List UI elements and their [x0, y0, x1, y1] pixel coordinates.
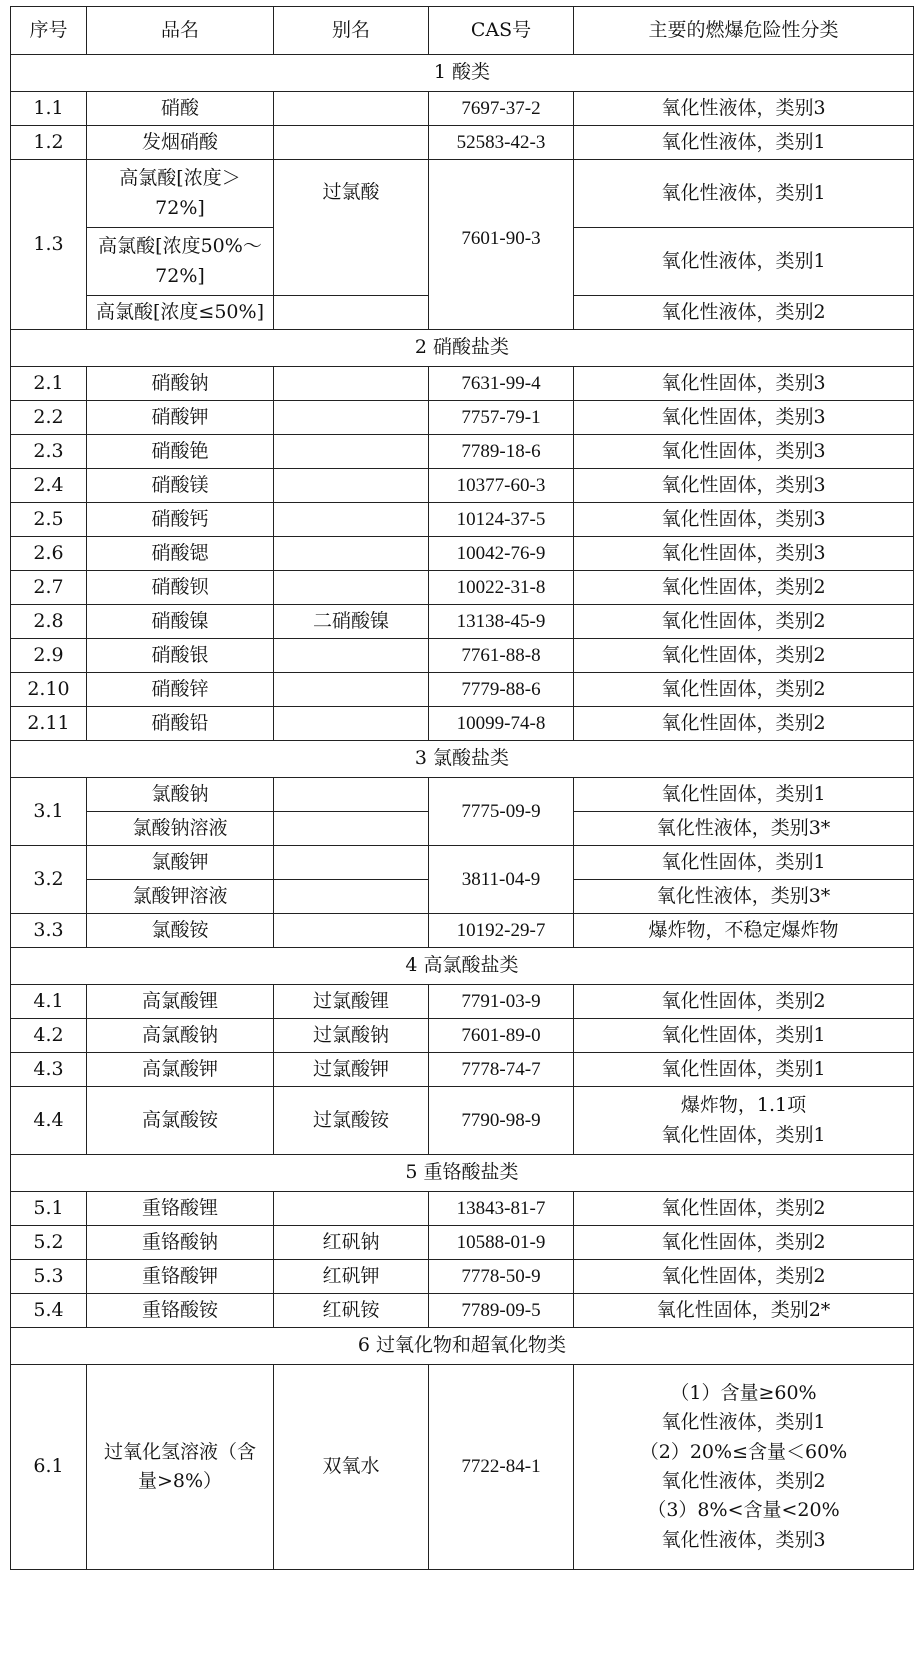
hazard-line: 氧化性液体，类别1: [661, 1411, 826, 1434]
cell-alias: [274, 778, 429, 812]
cell-hazard: 氧化性液体，类别1: [574, 228, 914, 296]
cell-name: 重铬酸铵: [87, 1294, 274, 1328]
cell-no: 3.1: [11, 778, 87, 846]
cell-hazard: 氧化性液体，类别2: [574, 296, 914, 330]
cell-cas: 10042-76-9: [429, 537, 574, 571]
cell-cas: 7779-88-6: [429, 673, 574, 707]
cell-hazard: 氧化性固体，类别1: [574, 1053, 914, 1087]
cell-name: 高氯酸钠: [87, 1019, 274, 1053]
cell-no: 3.2: [11, 846, 87, 914]
cell-name: 高氯酸钾: [87, 1053, 274, 1087]
section-title: 2 硝酸盐类: [11, 330, 914, 367]
cell-cas: 10099-74-8: [429, 707, 574, 741]
table-row: [11, 846, 914, 880]
cell-alias: 过氯酸钠: [274, 1019, 429, 1053]
cell-hazard: [574, 1087, 914, 1155]
section-row: [11, 1155, 914, 1192]
cell-hazard: 氧化性固体，类别2: [574, 1192, 914, 1226]
cell-hazard: 氧化性固体，类别1: [574, 846, 914, 880]
table-row: [11, 778, 914, 812]
cell-name: 高氯酸[浓度50%～72%]: [87, 228, 274, 296]
cell-no: 2.2: [11, 401, 87, 435]
table-row: [11, 1087, 914, 1155]
cell-alias: 二硝酸镍: [274, 605, 429, 639]
cell-cas: 7631-99-4: [429, 367, 574, 401]
cell-alias: 过氯酸铵: [274, 1087, 429, 1155]
cell-no: 3.3: [11, 914, 87, 948]
table-row: [11, 1226, 914, 1260]
table-row: [11, 503, 914, 537]
cell-name: 高氯酸锂: [87, 985, 274, 1019]
cell-name: 硝酸钙: [87, 503, 274, 537]
cell-name: 氯酸钾: [87, 846, 274, 880]
table-row: [11, 1053, 914, 1087]
cell-name: 氯酸钠: [87, 778, 274, 812]
cell-name: 氯酸钠溶液: [87, 812, 274, 846]
cell-alias: 红矾钠: [274, 1226, 429, 1260]
cell-hazard: 氧化性固体，类别2*: [574, 1294, 914, 1328]
cell-name: 重铬酸钾: [87, 1260, 274, 1294]
cell-alias: 红矾钾: [274, 1260, 429, 1294]
cell-cas: 7778-74-7: [429, 1053, 574, 1087]
cell-cas: 7775-09-9: [429, 778, 574, 846]
section-title: 1 酸类: [11, 55, 914, 92]
hazard-line: 氧化性液体，类别3: [661, 1528, 826, 1551]
hazard-line: 爆炸物，1.1项: [680, 1094, 807, 1117]
cell-hazard: 爆炸物，不稳定爆炸物: [574, 914, 914, 948]
cell-cas: 7789-09-5: [429, 1294, 574, 1328]
cell-no: 6.1: [11, 1365, 87, 1570]
cell-hazard: 氧化性固体，类别2: [574, 673, 914, 707]
cell-cas: 10192-29-7: [429, 914, 574, 948]
cell-cas: 7789-18-6: [429, 435, 574, 469]
cell-alias: [274, 503, 429, 537]
cell-no: 5.4: [11, 1294, 87, 1328]
table-row: [11, 914, 914, 948]
cell-no: 1.1: [11, 92, 87, 126]
table-row: [11, 1019, 914, 1053]
cell-alias: [274, 846, 429, 880]
cell-alias: [274, 639, 429, 673]
cell-hazard: 氧化性液体，类别3*: [574, 812, 914, 846]
cell-no: 5.3: [11, 1260, 87, 1294]
table-row: [11, 1192, 914, 1226]
cell-no: 2.3: [11, 435, 87, 469]
section-row: [11, 330, 914, 367]
cell-hazard: 氧化性固体，类别2: [574, 605, 914, 639]
header-hazard-class: 主要的燃爆危险性分类: [574, 7, 914, 55]
cell-hazard: 氧化性液体，类别3*: [574, 880, 914, 914]
cell-hazard: 氧化性液体，类别1: [574, 160, 914, 228]
cell-cas: 13843-81-7: [429, 1192, 574, 1226]
cell-alias: [274, 812, 429, 846]
table-row: [11, 1260, 914, 1294]
table-row: [11, 401, 914, 435]
table-row: [11, 639, 914, 673]
cell-cas: 7778-50-9: [429, 1260, 574, 1294]
cell-alias: 过氯酸锂: [274, 985, 429, 1019]
cell-hazard: 氧化性固体，类别2: [574, 1260, 914, 1294]
cell-no: 2.8: [11, 605, 87, 639]
cell-alias: [274, 880, 429, 914]
cell-cas: 7722-84-1: [429, 1365, 574, 1570]
cell-name: 硝酸: [87, 92, 274, 126]
header-serial-no: 序号: [11, 7, 87, 55]
cell-cas: 3811-04-9: [429, 846, 574, 914]
cell-no: 4.3: [11, 1053, 87, 1087]
cell-name: 硝酸钡: [87, 571, 274, 605]
cell-alias: [274, 401, 429, 435]
cell-no: 2.10: [11, 673, 87, 707]
cell-hazard: 氧化性固体，类别1: [574, 778, 914, 812]
cell-name: 氯酸铵: [87, 914, 274, 948]
cell-hazard: 氧化性固体，类别1: [574, 1019, 914, 1053]
cell-alias: [274, 914, 429, 948]
cell-name: 硝酸钾: [87, 401, 274, 435]
cell-cas: 10588-01-9: [429, 1226, 574, 1260]
cell-hazard: 氧化性固体，类别2: [574, 985, 914, 1019]
table-row: [11, 707, 914, 741]
cell-name: 高氯酸[浓度≤50%]: [87, 296, 274, 330]
cell-no: 4.1: [11, 985, 87, 1019]
cell-no: 2.4: [11, 469, 87, 503]
cell-name: 氯酸钾溶液: [87, 880, 274, 914]
hazard-line: 氧化性液体，类别2: [661, 1470, 826, 1492]
hazard-line: （3）8%<含量<20%: [647, 1499, 840, 1522]
cell-hazard: 氧化性固体，类别2: [574, 707, 914, 741]
cell-name: 硝酸钠: [87, 367, 274, 401]
header-alias: 别名: [274, 7, 429, 55]
cell-hazard: 氧化性固体，类别2: [574, 571, 914, 605]
cell-cas: 7757-79-1: [429, 401, 574, 435]
section-row: [11, 948, 914, 985]
cell-name: 硝酸银: [87, 639, 274, 673]
cell-hazard: 氧化性固体，类别3: [574, 401, 914, 435]
cell-hazard: 氧化性固体，类别3: [574, 435, 914, 469]
cell-no: 4.2: [11, 1019, 87, 1053]
table-row: [11, 435, 914, 469]
cell-alias: [274, 707, 429, 741]
cell-cas: 10377-60-3: [429, 469, 574, 503]
section-row: [11, 55, 914, 92]
cell-no: 5.1: [11, 1192, 87, 1226]
cell-no: 4.4: [11, 1087, 87, 1155]
cell-name: 硝酸镍: [87, 605, 274, 639]
table-row: [11, 469, 914, 503]
cell-name: 过氧化氢溶液（含量>8%）: [87, 1365, 274, 1570]
table-row: [11, 1294, 914, 1328]
cell-no: 2.9: [11, 639, 87, 673]
section-title: 6 过氧化物和超氧化物类: [11, 1328, 914, 1365]
cell-name: 硝酸锶: [87, 537, 274, 571]
section-title: 4 高氯酸盐类: [11, 948, 914, 985]
table-row: [11, 1365, 914, 1570]
cell-alias: [274, 1192, 429, 1226]
cell-name: 硝酸铯: [87, 435, 274, 469]
cell-cas: 7601-90-3: [429, 160, 574, 330]
hazard-line: 氧化性固体，类别1: [661, 1123, 826, 1146]
cell-cas: 7791-03-9: [429, 985, 574, 1019]
cell-name: 硝酸铅: [87, 707, 274, 741]
cell-alias: 红矾铵: [274, 1294, 429, 1328]
header-cas-no: CAS号: [429, 7, 574, 55]
section-title: 5 重铬酸盐类: [11, 1155, 914, 1192]
cell-alias: [274, 571, 429, 605]
cell-alias: 过氯酸: [274, 160, 429, 296]
cell-alias: [274, 296, 429, 330]
cell-no: 2.11: [11, 707, 87, 741]
cell-alias: [274, 367, 429, 401]
cell-hazard: 氧化性液体，类别3: [574, 92, 914, 126]
cell-no: 2.7: [11, 571, 87, 605]
cell-hazard: 氧化性固体，类别3: [574, 469, 914, 503]
cell-cas: 13138-45-9: [429, 605, 574, 639]
cell-alias: [274, 92, 429, 126]
hazard-line: （1）含量≥60%: [670, 1381, 817, 1404]
header-product-name: 品名: [87, 7, 274, 55]
cell-alias: [274, 435, 429, 469]
cell-alias: 过氯酸钾: [274, 1053, 429, 1087]
cell-alias: [274, 673, 429, 707]
hazard-classification-table: [10, 6, 914, 1570]
cell-no: 2.1: [11, 367, 87, 401]
table-row: [11, 160, 914, 228]
table-row: [11, 537, 914, 571]
cell-hazard: 氧化性固体，类别2: [574, 1226, 914, 1260]
cell-no: 2.6: [11, 537, 87, 571]
cell-hazard: 氧化性固体，类别3: [574, 503, 914, 537]
header-row: [11, 7, 914, 55]
cell-alias: [274, 537, 429, 571]
table-row: [11, 985, 914, 1019]
cell-cas: 7761-88-8: [429, 639, 574, 673]
cell-cas: 52583-42-3: [429, 126, 574, 160]
cell-name: 硝酸锌: [87, 673, 274, 707]
cell-alias: [274, 469, 429, 503]
cell-no: 1.3: [11, 160, 87, 330]
table-row: [11, 126, 914, 160]
cell-cas: 7601-89-0: [429, 1019, 574, 1053]
cell-name: 硝酸镁: [87, 469, 274, 503]
cell-no: 1.2: [11, 126, 87, 160]
section-title: 3 氯酸盐类: [11, 741, 914, 778]
section-row: [11, 741, 914, 778]
cell-hazard: [574, 1365, 914, 1570]
cell-cas: 7790-98-9: [429, 1087, 574, 1155]
cell-name: 高氯酸[浓度＞72%]: [87, 160, 274, 228]
cell-cas: 7697-37-2: [429, 92, 574, 126]
table-row: [11, 92, 914, 126]
cell-hazard: 氧化性固体，类别3: [574, 367, 914, 401]
cell-alias: 双氧水: [274, 1365, 429, 1570]
table-row: [11, 605, 914, 639]
cell-name: 高氯酸铵: [87, 1087, 274, 1155]
cell-hazard: 氧化性液体，类别1: [574, 126, 914, 160]
cell-hazard: 氧化性固体，类别2: [574, 639, 914, 673]
cell-no: 2.5: [11, 503, 87, 537]
section-row: [11, 1328, 914, 1365]
cell-name: 重铬酸钠: [87, 1226, 274, 1260]
cell-hazard: 氧化性固体，类别3: [574, 537, 914, 571]
cell-no: 5.2: [11, 1226, 87, 1260]
cell-cas: 10124-37-5: [429, 503, 574, 537]
table-row: [11, 571, 914, 605]
cell-name: 重铬酸锂: [87, 1192, 274, 1226]
hazard-line: （2）20%≤含量＜60%: [639, 1440, 848, 1463]
cell-name: 发烟硝酸: [87, 126, 274, 160]
cell-alias: [274, 126, 429, 160]
cell-cas: 10022-31-8: [429, 571, 574, 605]
table-row: [11, 673, 914, 707]
table-row: [11, 367, 914, 401]
